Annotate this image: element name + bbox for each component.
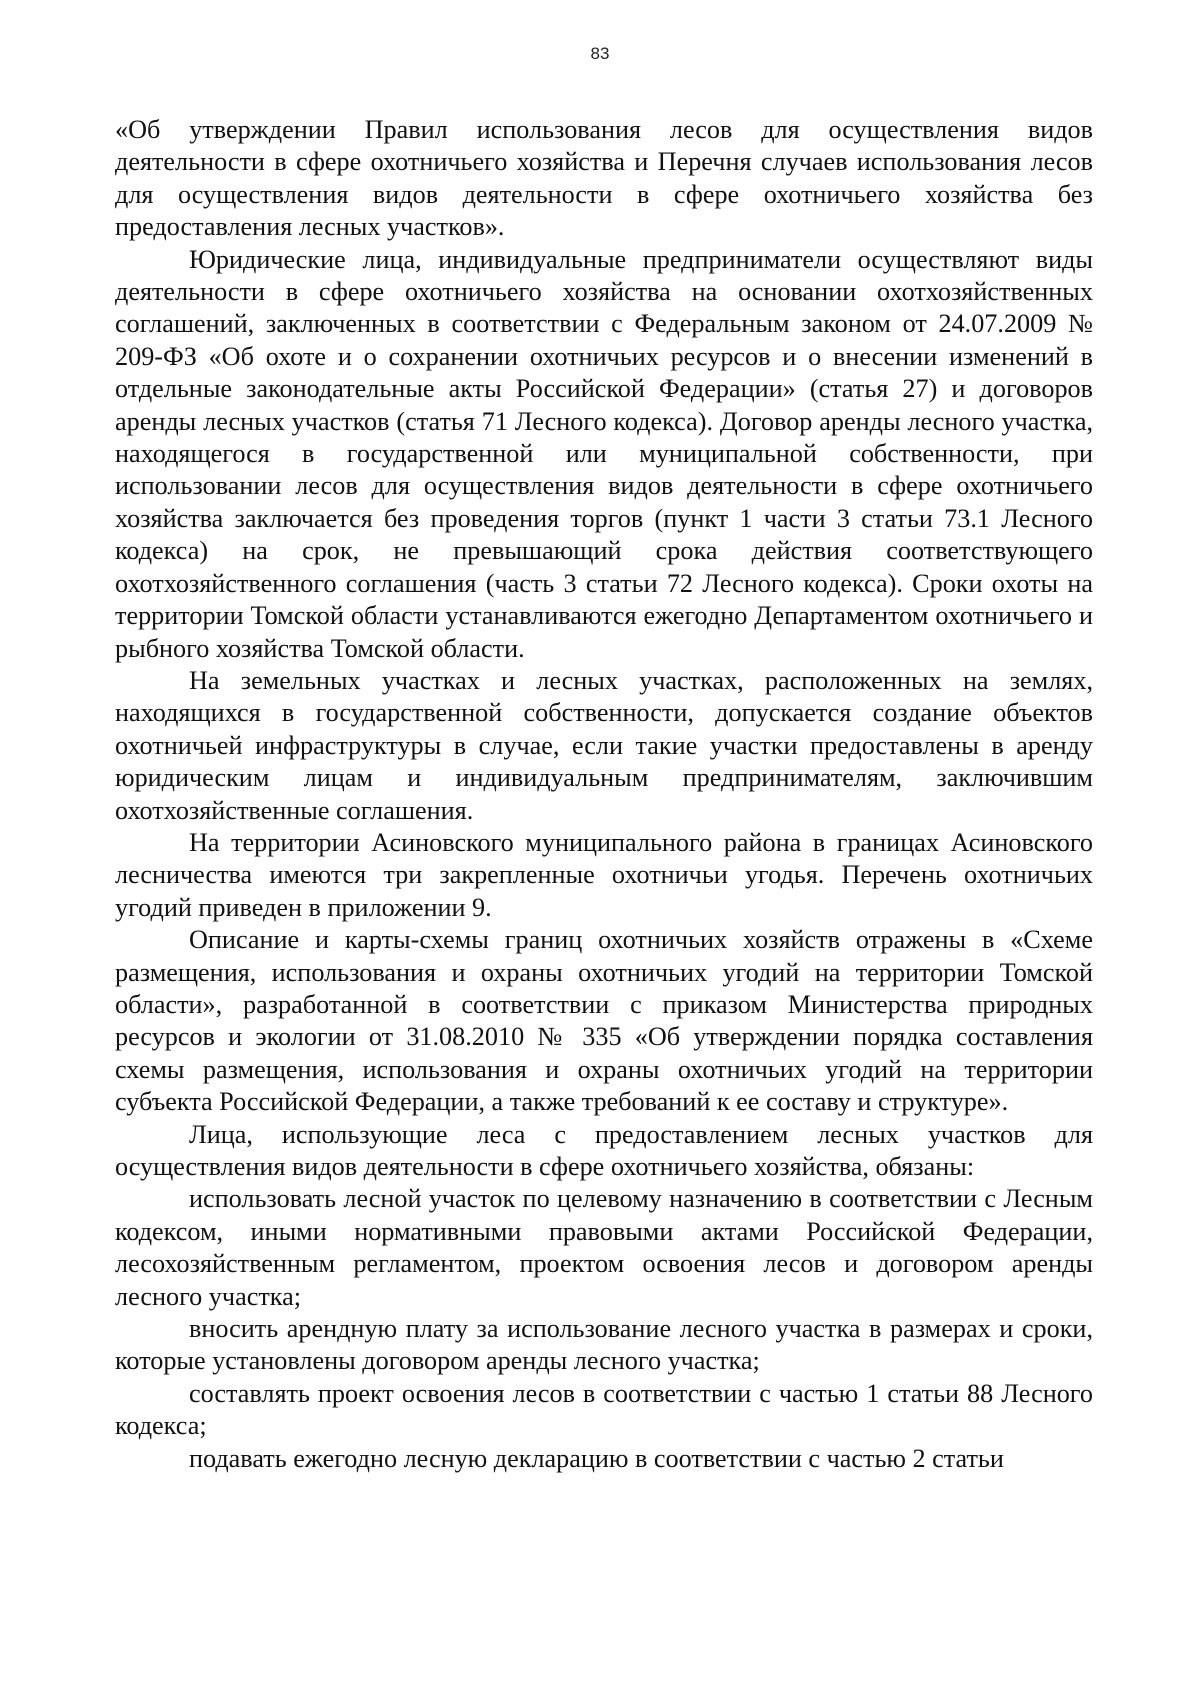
- paragraph-legal-entities: Юридические лица, индивидуальные предприниматели осуществляют виды деятельности в сфере охотничьего хозяйства на основании охотхозяйственных соглашений, заключенных в соответствии с Федеральным законом от 24.07.2009 № 209-ФЗ «Об охоте и о сохранении охотничьих ресурсов и о внесении изменений в отдельные законодательные акты Российской Федерации» (статья 27) и договоров аренды лесных участков (статья 71 Лесного кодекса). Договор аренды лесного участка, находящегося в государственной или муниципальной собственности, при использовании лесов для осуществления видов деятельности в сфере охотничьего хозяйства заключается без проведения торгов (пункт 1 части 3 статьи 73.1 Лесного кодекса) на срок, не превышающий срока действия соответствующего охотхозяйственного соглашения (часть 3 статьи 72 Лесного кодекса). Сроки охоты на территории Томской области устанавливаются ежегодно Департаментом охотничьего и рыбного хозяйства Томской области.: [115, 244, 1093, 663]
- paragraph-obligation-project: составлять проект освоения лесов в соответствии с частью 1 статьи 88 Лесного кодекса;: [115, 1378, 1093, 1441]
- page-number: 83: [590, 44, 610, 63]
- paragraph-continuation: «Об утверждении Правил использования лесов для осуществления видов деятельности в сфере охотничьего хозяйства и Перечня случаев использования лесов для осуществления видов деятельности в сфере охотничьего хозяйства без предоставления лесных участков».: [115, 115, 1093, 242]
- paragraph-obligation-rent: вносить арендную плату за использование лесного участка в размерах и сроки, которые установлены договором аренды лесного участка;: [115, 1314, 1093, 1376]
- paragraph-asinovsky-district: На территории Асиновского муниципального района в границах Асиновского лесничества имеются три закрепленные охотничьи угодья. Перечень охотничьих угодий приведен в приложении 9.: [115, 827, 1093, 922]
- paragraph-maps-description: Описание и карты-схемы границ охотничьих хозяйств отражены в «Схеме размещения, использования и охраны охотничьих угодий на территории Томской области», разработанной в соответствии с приказом Министерства природных ресурсов и экологии от 31.08.2010 № 335 «Об утверждении порядка составления схемы размещения, использования и охраны охотничьих угодий на территории субъекта Российской Федерации, а также требований к ее составу и структуре».: [115, 925, 1093, 1117]
- paragraph-obligation-use: использовать лесной участок по целевому назначению в соответствии с Лесным кодексом, иными нормативными правовыми актами Российской Федерации, лесохозяйственным регламентом, проектом освоения лесов и договором аренды лесного участка;: [115, 1184, 1093, 1311]
- paragraph-land-plots: На земельных участках и лесных участках, расположенных на землях, находящихся в государственной собственности, допускается создание объектов охотничьей инфраструктуры в случае, если такие участки предоставлены в аренду юридическим лицам и индивидуальным предпринимателям, заключившим охотхозяйственные соглашения.: [115, 665, 1093, 825]
- paragraph-obligation-declaration: подавать ежегодно лесную декларацию в соответствии с частью 2 статьи: [189, 1443, 1004, 1473]
- paragraph-obligations-intro: Лица, использующие леса с предоставлением лесных участков для осуществления видов деятельности в сфере охотничьего хозяйства, обязаны:: [115, 1119, 1093, 1181]
- document-body: [115, 114, 1093, 1475]
